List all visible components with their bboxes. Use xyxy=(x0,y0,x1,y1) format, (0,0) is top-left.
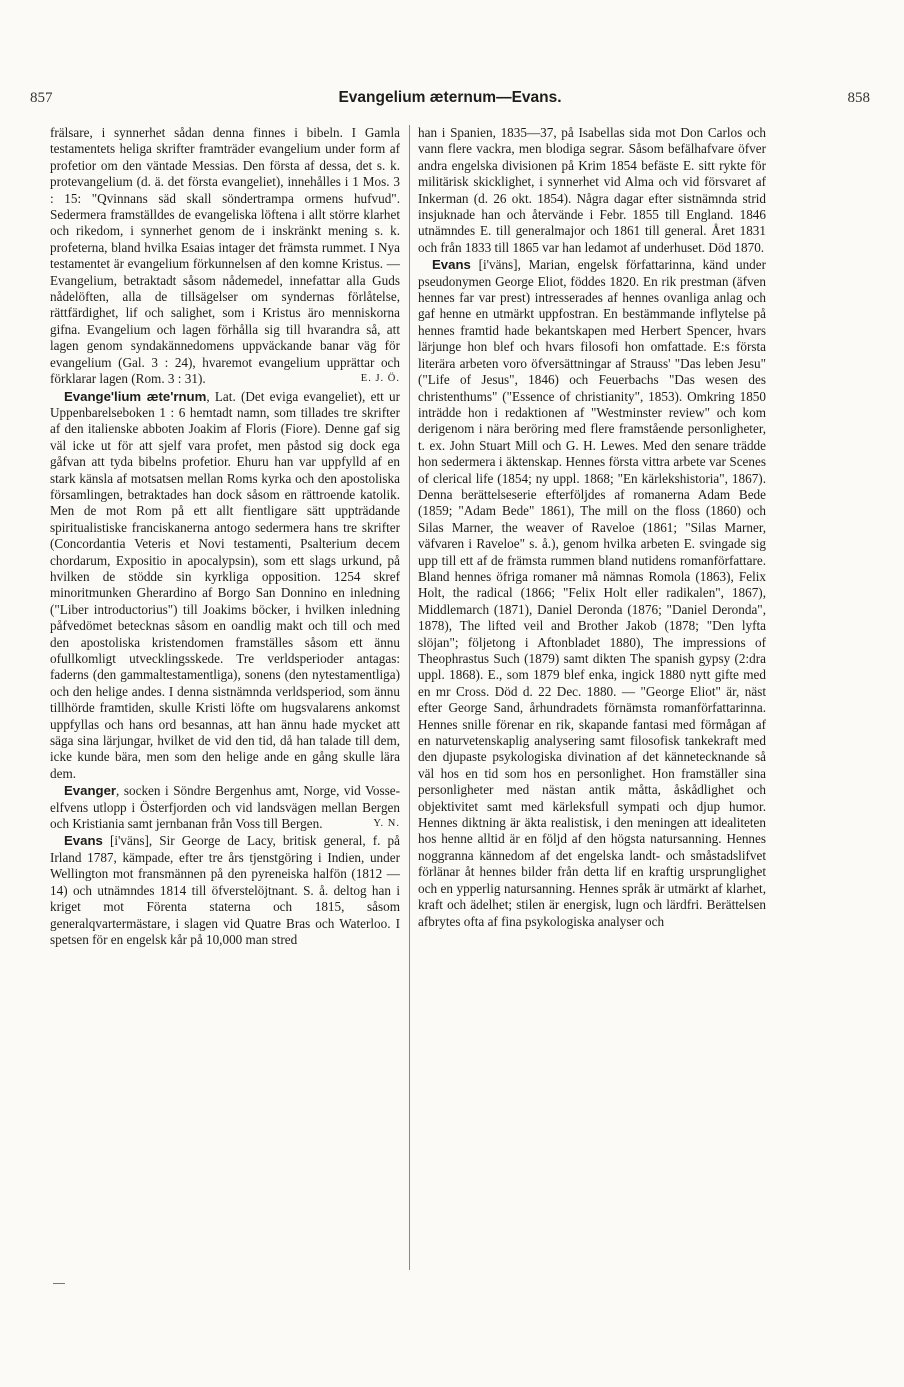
entry-continuation-evans-george xyxy=(418,125,766,256)
paragraph-text: frälsare, i synnerhet sådan denna finnes i bibeln. I Gamla testamentets heliga skrifter framträder evangelium under form af profetior om den väntade Messias. Den första af dessa, det s. k. protevangelium (d. ä. det första evangeliet), innehålles i 1 Mos. 3 : 15: "Qvinnans säd skall söndertrampa ormens hufvud". Sedermera framställdes de evangeliska löftena i allt större klarhet och rikedom, i synnerhet genom de i inskränkt mening s. k. profeterna, bland hvilka Esaias intager det främsta rummet. I Nya testamentet är evangelium förkunnelsen af den komne Kristus. — Evangelium, betraktadt såsom nådemedel, innefattar alla Guds nådelöften, alla de tillsägelser om syndernas förlåtelse, rättfärdighet, lif och salighet, som i Kristus äro menniskorna gifna. Evangelium och lagen förhålla sig till hvarandra så, att lagen genom syndakännedomens uppväckande banar väg för evangelium (Gal. 3 : 24), hvaremot evangelium upprättar och förklarar lagen (Rom. 3 : 31). xyxy=(50,125,400,387)
running-title: Evangelium æternum—Evans. xyxy=(338,89,562,106)
page-header xyxy=(30,90,870,112)
entry-evanger xyxy=(50,783,400,832)
entry-text: [i'väns], Marian, engelsk författarinna, känd under pseudonymen George Eliot, föddes 1820. En rik prestman (äfven hennes far var prest) intresserades af hennes ovanliga anlag och gaf henne en utmärkt uppfostran. En bestämmande inflytelse på hennes framtid hade bekantskapen med Herbert Spencer, hvars lärjunge hon blef och hvars filosofi hon omfattade. E:s första literära arbeten voro öfversättningar af Strauss' "Das leben Jesu" ("Life of Jesus", 1846) och Feuerbachs "Das wesen des christenthums" ("Essence of christianity", 1853). Omkring 1850 inträdde hon i redaktionen af "Westminster review" och kom derigenom i nära beröring med flere framstående personligheter, t. ex. John Stuart Mill och G. H. Lewes. Med den senare trädde hon sedermera i äktenskap. Hennes första vittra arbete var Scenes of clerical life (1854; ny uppl. 1868; "En kärlekshistoria", 1867). Denna berättelseserie efterföljdes af romanerna Adam Bede (1859; "Adam Bede" 1861), The mill on the floss (1860) och Silas Marner, the weaver of Raveloe (1861; "Silas Marner, väfvaren i Raveloe" s. å.), genom hvilka arbeten E. svingade sig upp till ett af de främsta rummen bland nutidens romanförfattare. Bland hennes öfriga romaner må nämnas Romola (1863), Felix Holt, the radical (1866; "Felix Holt eller radikalen", 1867), Middlemarch (1871), Daniel Deronda (1876; "Daniel Deronda", 1878), The lifted veil and Brother Jakob (1878; "Den lyfta slöjan"; följetong i Aftonbladet 1880), The impressions of Theophrastus Such (1879) samt dikten The spanish gypsy (2:dra uppl. 1868). E., som 1879 blef enka, ingick 1880 nytt gifte med en mr Cross. Död d. 22 Dec. 1880. — "George Eliot" är, näst efter George Sand, århundradets förnämsta romanförfattarinna. Hennes snille förenar en rik, skapande fantasi med förmågan af en naturvetenskaplig analysering samt filosofisk tankekraft med den djupaste psykologiska divination af det kännetecknande så väl hos en tid som hos en personlighet. Hon framställer sina personligheter med nästan antik måtta, åskådlighet och objektivitet samt med kärleksfull sympati och djup humor. Hennes diktning är äkta realistisk, i den meningen att idealiteten hos henne alltid är en följd af den högsta natursanning. Hennes noggranna kännedom af det engelska landt- och småstadslifvet förlänar åt hennes bilder från detta lif en kraftig ursprunglighet och en ypperlig natursanning. Hennes språk är utmärkt af klarhet, kraft och ädelhet; stilen är energisk, lugn och lärdfri. Berättelsen afbrytes ofta af fina psykologiska analyser och xyxy=(418,257,766,929)
entry-text: [i'väns], Sir George de Lacy, britisk general, f. på Irland 1787, kämpade, efter tre års tjenstgöring i Indien, under Wellington mot fransmännen på den pyreneiska halfön (1812 —14) och utnämndes 1814 till öfverstelöjtnant. S. å. deltog han i kriget mot Förenta staterna och 1815, såsom generalqvartermästare, i slagen vid Quatre Bras och Waterloo. I spetsen för en engelsk kår på 10,000 man stred xyxy=(50,833,400,947)
entry-evans-george xyxy=(50,833,400,948)
author-signature: E. J. Ö. xyxy=(360,373,400,385)
entry-headword: Evans xyxy=(432,257,471,273)
author-signature: Y. N. xyxy=(373,818,400,830)
entry-text: , Lat. (Det eviga evangeliet), ett ur Uppenbarelseboken 1 : 6 hemtadt namn, som tillades tre skrifter af den italienske abboten Joakim af Floris (Fiore). Denne gaf sig väl icke ut för att sjelf vara profet, men påstod sig dock ega gåfvan att tyda bibelns profetior. Ehuru han var uppfylld af en stark känsla af motsatsen mellan Roms kyrka och den apostoliska församlingen, betraktades han dock såsom en rättroende katolik. Men de mot Rom på ett allt fientligare sätt uppträdande spiritualistiske franciskanerna antogo sedermera hans tre skrifter (Concordantia Veteris et Novi testamenti, Psalterium decem chordarum, Expositio in apocalypsin), som ett slags urkund, på hvilken de stödde sin kyrkliga opposition. 1254 skref minoritmunken Gherardino af Borgo San Donnino en inledning ("Liber introductorius") till Joakims böcker, i hvilken inledning påfvedömet betecknas såsom en oandlig makt och till och med den apostoliska kristendomen framställes såsom ett ännu ofullkomligt utvecklingsskede. Tre verldsperioder antagas: faderns (den gammaltestamentliga), sonens (den nytestamentliga) och den helige andes. I denna sistnämnda verldsperiod, som ännu tillhörde framtiden, skulle Kristi löfte om hugsvalarens ankomst uppfyllas och hans ord besannas, att han ännu hade mycket att säga sina lärjungar, hvilket de vid den tid, då han talade till dem, icke kunde bära, men som den helige ande en gång skulle lära dem. xyxy=(50,388,400,781)
entry-text: , socken i Söndre Bergenhus amt, Norge, vid Vosse-elfvens utlopp i Österfjorden och vid landsvägen mellan Bergen och Kristiania samt jernbanan från Voss till Bergen. xyxy=(50,783,400,832)
entry-continuation-evangelium xyxy=(50,125,400,388)
entry-headword: Evange'lium æte'rnum xyxy=(64,388,207,404)
footer-mark xyxy=(53,1283,65,1284)
page-number-right: 858 xyxy=(847,90,870,106)
entry-headword: Evanger xyxy=(64,783,117,799)
entry-evans-marian xyxy=(418,257,766,930)
entry-headword: Evans xyxy=(64,833,103,849)
entry-evangelium-aeternum xyxy=(50,389,400,783)
page-number-left: 857 xyxy=(30,90,53,106)
paragraph-text: han i Spanien, 1835—37, på Isabellas sida mot Don Carlos och vann flere vackra, men blodiga segrar. Såsom befälhafvare öfver andra engelska divisionen på Krim 1854 befäste E. sitt rykte för militärisk skicklighet, i synnerhet vid Alma och vid försvaret af Inkerman (d. 26 okt. 1854). Några dagar efter sistnämnda strid insjuknade han och återvände i Febr. 1855 till England. 1846 utnämndes E. till generalmajor och 1861 till general. Året 1831 och från 1833 till 1865 var han ledamot af underhuset. Död 1870. xyxy=(418,125,766,255)
column-divider xyxy=(409,125,410,1270)
right-column xyxy=(418,125,766,931)
left-column xyxy=(50,125,400,949)
